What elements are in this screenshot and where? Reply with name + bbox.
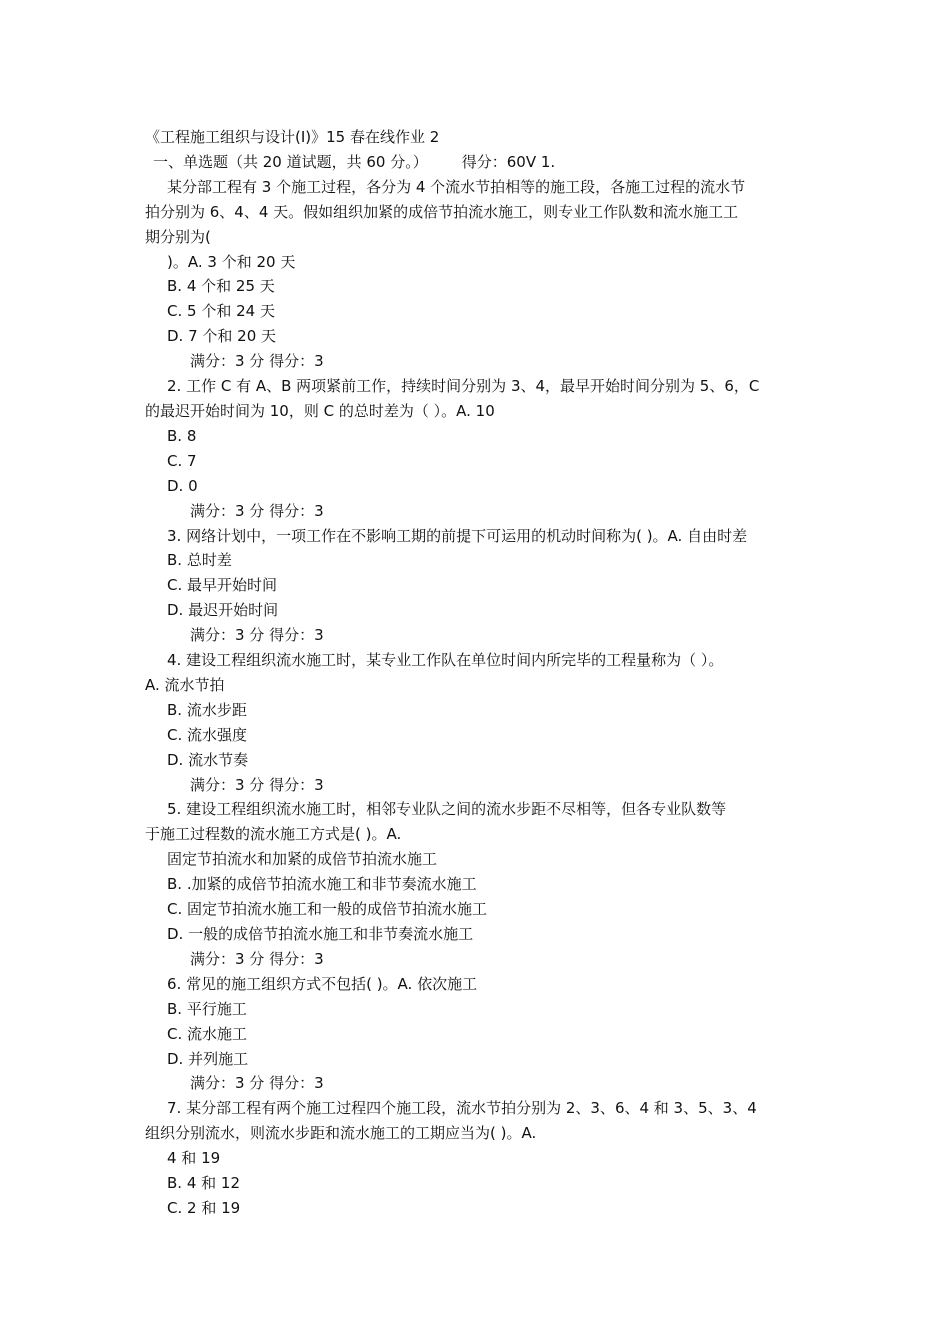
q5-stem-line: 于施工过程数的流水施工方式是( )。A. (145, 825, 402, 844)
q5-score: 满分：3 分 得分：3 (190, 949, 324, 968)
q3-option-b: B. 总时差 (167, 551, 232, 570)
q2-stem-line: 2. 工作 C 有 A、B 两项紧前工作，持续时间分别为 3、4，最早开始时间分别为 5、6，C (167, 377, 760, 396)
q1-option-a: )。A. 3 个和 20 天 (167, 252, 296, 271)
q4-option-b: B. 流水步距 (167, 700, 247, 719)
q2-stem-line: 的最迟开始时间为 10，则 C 的总时差为（ ）。A. 10 (145, 401, 495, 420)
section-score: 得分：60V 1. (461, 152, 556, 171)
q1-score: 满分：3 分 得分：3 (190, 352, 324, 371)
q7-stem-line: 组织分别流水，则流水步距和流水施工的工期应当为( )。A. (145, 1124, 537, 1143)
q1-option-d: D. 7 个和 20 天 (167, 327, 277, 346)
q5-option-a: 固定节拍流水和加紧的成倍节拍流水施工 (167, 850, 438, 869)
q1-option-b: B. 4 个和 25 天 (167, 277, 275, 296)
q3-score: 满分：3 分 得分：3 (190, 626, 324, 645)
q3-option-d: D. 最迟开始时间 (167, 601, 279, 620)
q6-score: 满分：3 分 得分：3 (190, 1074, 324, 1093)
q6-option-d: D. 并列施工 (167, 1049, 249, 1068)
q6-stem-line: 6. 常见的施工组织方式不包括( )。A. 依次施工 (167, 974, 478, 993)
q2-score: 满分：3 分 得分：3 (190, 501, 324, 520)
q3-option-c: C. 最早开始时间 (167, 576, 278, 595)
q4-stem-line: 4. 建设工程组织流水施工时，某专业工作队在单位时间内所完毕的工程量称为（ ）。 (167, 651, 724, 670)
q2-option-b: B. 8 (167, 426, 197, 445)
q6-option-b: B. 平行施工 (167, 999, 247, 1018)
q4-score: 满分：3 分 得分：3 (190, 775, 324, 794)
q1-stem-line: 某分部工程有 3 个施工过程，各分为 4 个流水节拍相等的施工段，各施工过程的流水节 (167, 177, 746, 196)
document-title: 《工程施工组织与设计(I)》15 春在线作业 2 (145, 128, 440, 146)
q1-option-c: C. 5 个和 24 天 (167, 302, 275, 321)
q4-option-a: A. 流水节拍 (145, 675, 225, 694)
q7-option-a: 4 和 19 (167, 1149, 221, 1168)
q7-stem-line: 7. 某分部工程有两个施工过程四个施工段，流水节拍分别为 2、3、6、4 和 3、5、3、4 (167, 1099, 757, 1118)
section-header (145, 150, 815, 175)
q2-option-c: C. 7 (167, 451, 197, 470)
q7-option-b: B. 4 和 12 (167, 1174, 240, 1193)
q2-option-d: D. 0 (167, 476, 198, 495)
q4-option-c: C. 流水强度 (167, 725, 248, 744)
q4-option-d: D. 流水节奏 (167, 750, 249, 769)
q1-stem-line: 期分别为( (145, 227, 211, 246)
q5-option-c: C. 固定节拍流水施工和一般的成倍节拍流水施工 (167, 900, 488, 919)
q5-stem-line: 5. 建设工程组织流水施工时，相邻专业队之间的流水步距不尽相等，但各专业队数等 (167, 800, 727, 819)
q5-option-b: B. .加紧的成倍节拍流水施工和非节奏流水施工 (167, 875, 477, 894)
q6-option-c: C. 流水施工 (167, 1024, 248, 1043)
q7-option-c: C. 2 和 19 (167, 1198, 241, 1217)
q3-stem-line: 3. 网络计划中，一项工作在不影响工期的前提下可运用的机动时间称为( )。A. 自由时差 (167, 526, 748, 545)
document-page (145, 125, 815, 1221)
section-heading: 一、单选题（共 20 道试题，共 60 分。） (153, 152, 428, 171)
q1-stem-line: 拍分别为 6、4、4 天。假如组织加紧的成倍节拍流水施工，则专业工作队数和流水施工工 (145, 202, 739, 221)
q5-option-d: D. 一般的成倍节拍流水施工和非节奏流水施工 (167, 925, 474, 943)
